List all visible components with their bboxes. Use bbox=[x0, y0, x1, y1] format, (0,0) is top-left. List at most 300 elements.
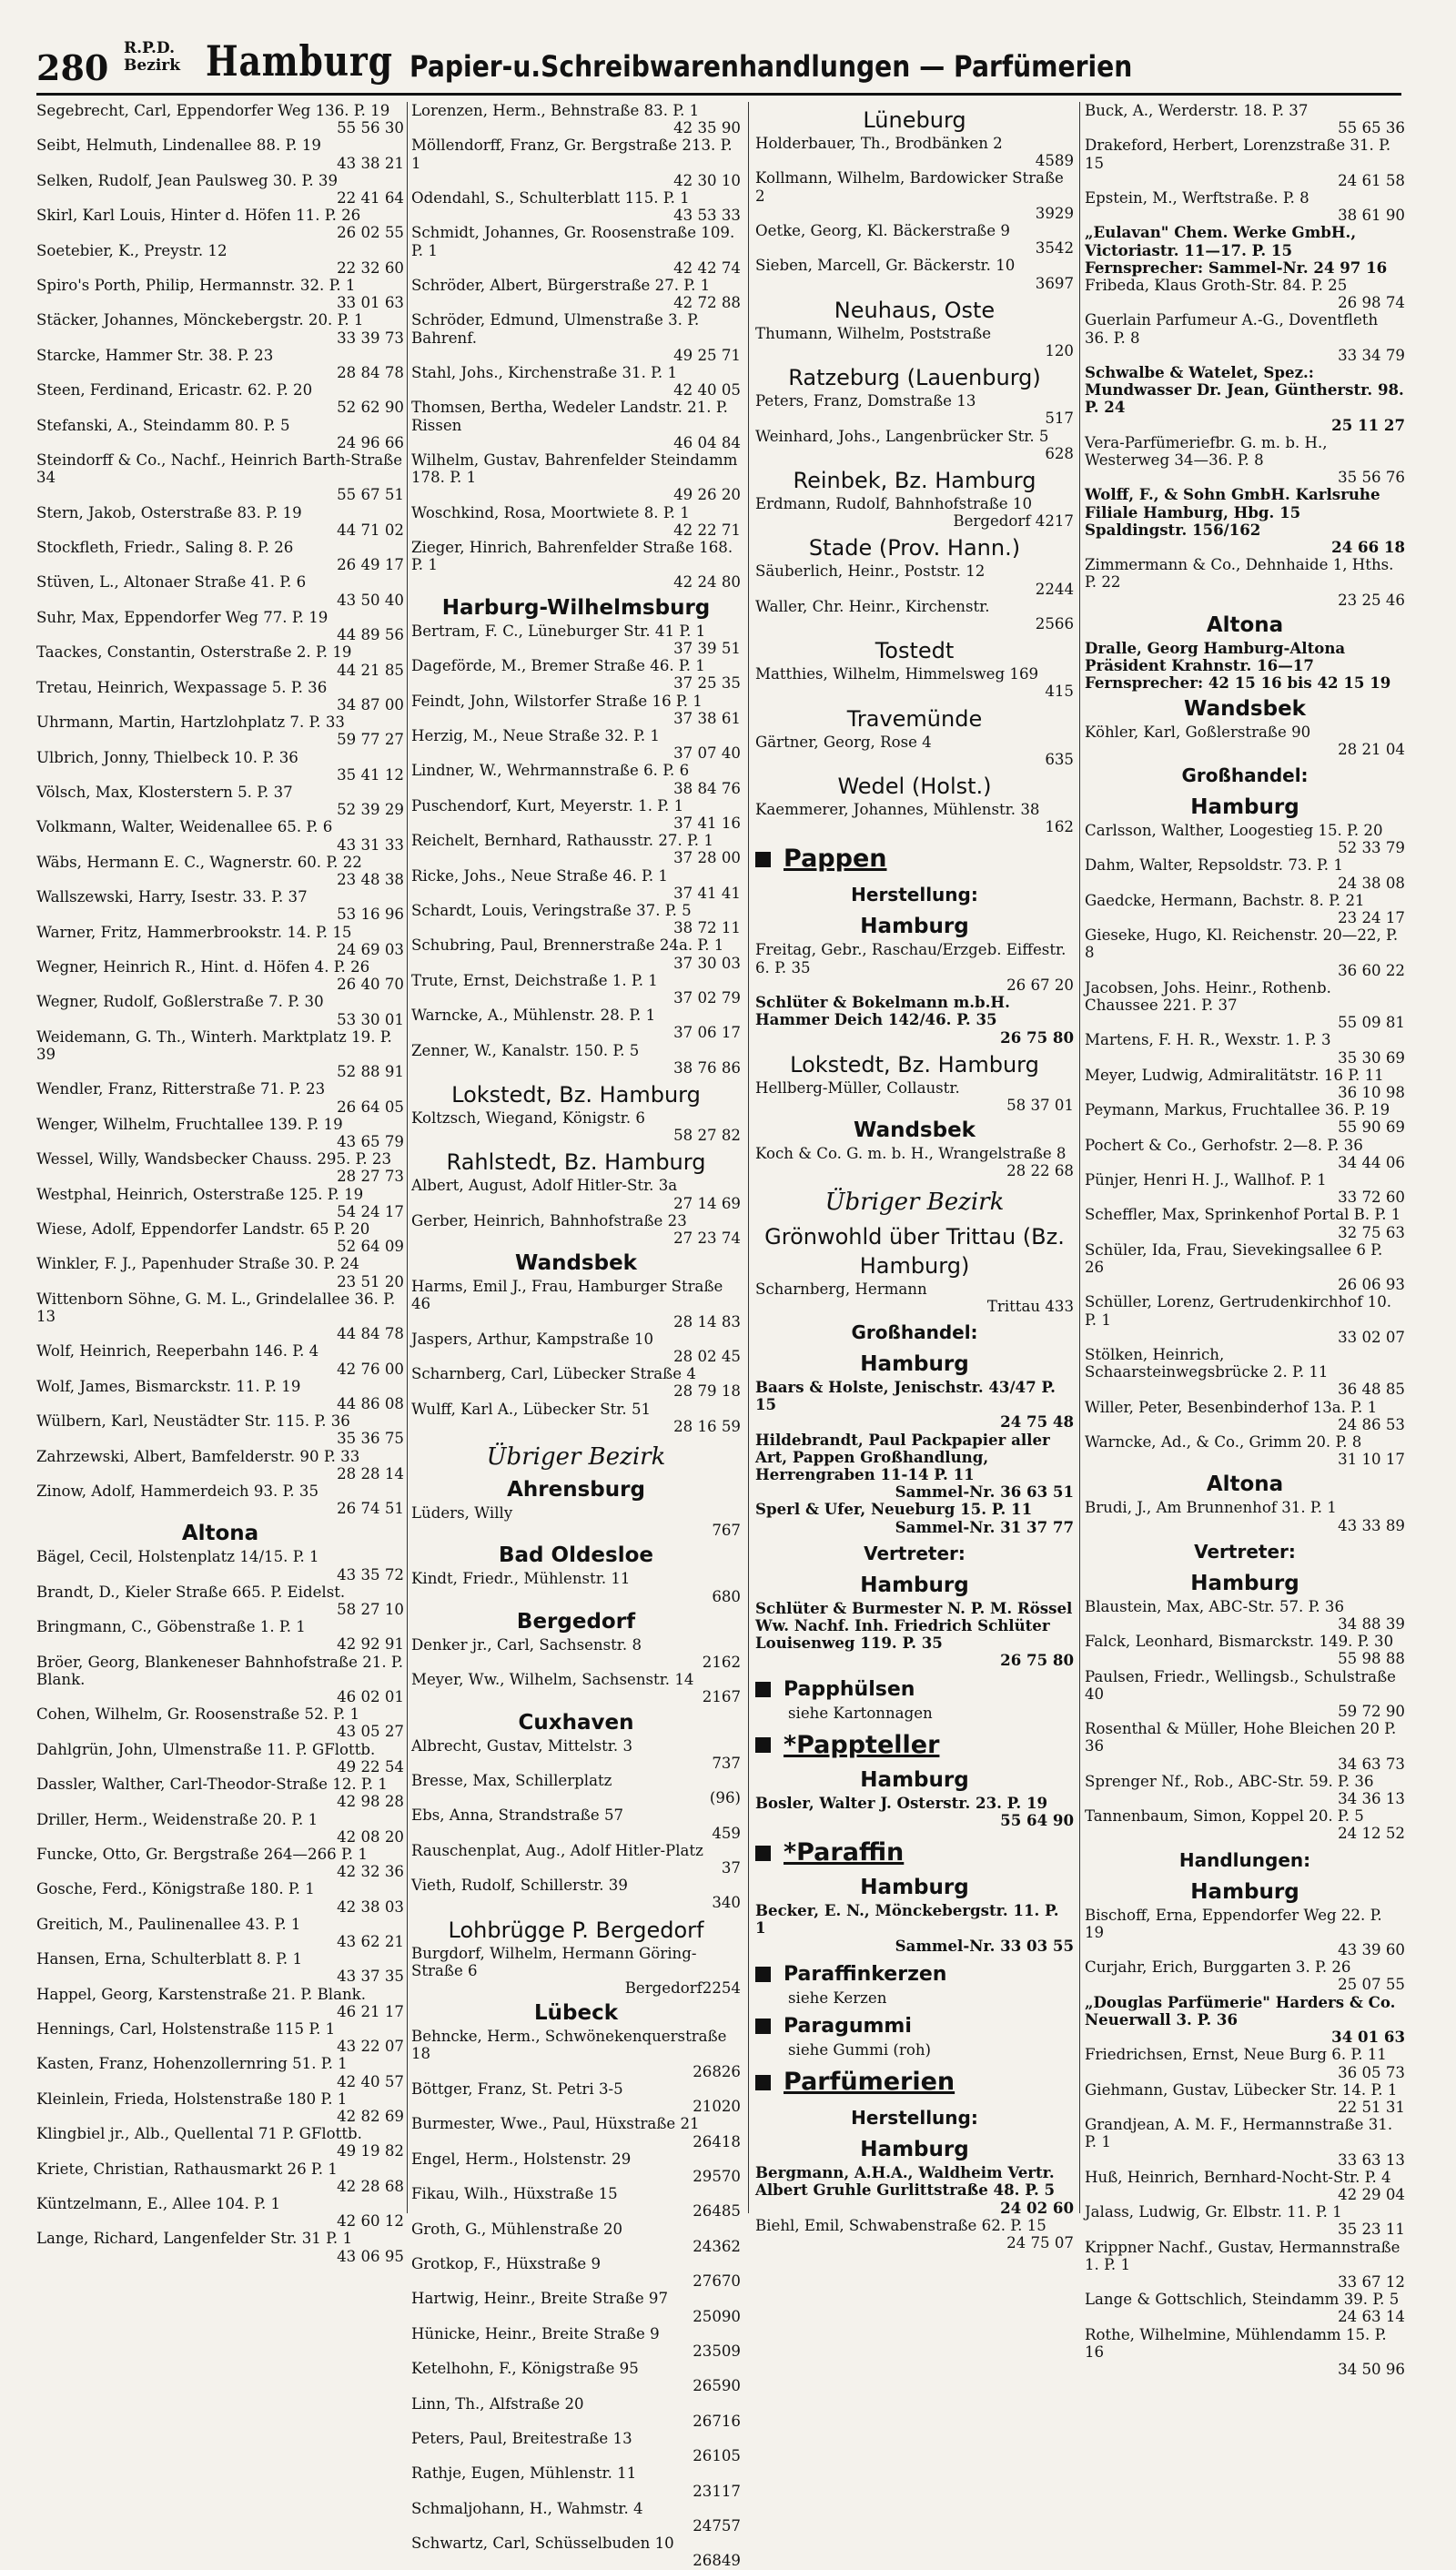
phone-number: 26 06 93 bbox=[1338, 1276, 1405, 1294]
phone-number: 28 28 14 bbox=[337, 1464, 404, 1482]
phone-number: 59 72 90 bbox=[1338, 1703, 1405, 1721]
directory-entry bbox=[411, 2325, 741, 2360]
phone-number: 37 02 79 bbox=[673, 988, 741, 1007]
directory-entry bbox=[36, 1342, 404, 1377]
category-heading-papphuelsen bbox=[755, 1675, 1074, 1705]
phone-number: 737 bbox=[712, 1754, 741, 1772]
directory-entry bbox=[1085, 311, 1405, 364]
directory-entry bbox=[36, 1150, 404, 1185]
section-heading-hamburg: Hamburg bbox=[860, 1876, 969, 1900]
entry-text: Stahl, Johs., Kirchenstraße 31. P. 1 bbox=[411, 364, 678, 382]
directory-entry bbox=[411, 2185, 741, 2220]
entry-text: Taackes, Constantin, Osterstraße 2. P. 19 bbox=[36, 643, 352, 662]
phone-number: 52 39 29 bbox=[337, 801, 404, 819]
directory-entry bbox=[36, 888, 404, 923]
entry-text: Volkmann, Walter, Weidenallee 65. P. 6 bbox=[36, 818, 333, 836]
entry-text: Hennings, Carl, Holstenstraße 115 P. 1 bbox=[36, 2019, 336, 2038]
directory-entry bbox=[1085, 1433, 1405, 1468]
entry-list bbox=[1085, 1907, 1405, 2378]
phone-number: 42 98 28 bbox=[337, 1793, 404, 1811]
directory-entry bbox=[411, 902, 741, 936]
category-label: Papphülsen bbox=[784, 1677, 915, 1701]
phone-number: 22 41 64 bbox=[337, 189, 404, 207]
entry-list bbox=[755, 2164, 1074, 2251]
directory-entry bbox=[411, 102, 741, 137]
directory-entry bbox=[1085, 2046, 1405, 2080]
column-divider bbox=[748, 102, 749, 2213]
phone-number: 33 02 07 bbox=[1338, 1328, 1405, 1346]
section-heading-altona: Altona bbox=[1206, 612, 1284, 637]
phone-number: 27670 bbox=[693, 2272, 741, 2291]
entry-list bbox=[755, 562, 1074, 632]
directory-entry bbox=[36, 1811, 404, 1846]
district-label-line2: Bezirk bbox=[124, 56, 181, 75]
directory-entry bbox=[36, 2230, 404, 2264]
directory-entry bbox=[411, 1401, 741, 1435]
entry-text: Wäbs, Hermann E. C., Wagnerstr. 60. P. 22 bbox=[36, 853, 362, 871]
directory-entry bbox=[36, 1776, 404, 1810]
phone-number: 42 22 71 bbox=[673, 521, 741, 539]
entry-text: Stäcker, Johannes, Mönckebergstr. 20. P. 1 bbox=[36, 311, 364, 329]
phone-number: 37 bbox=[721, 1859, 741, 1877]
entry-text: Curjahr, Erich, Burggarten 3. P. 26 bbox=[1085, 1958, 1351, 1977]
directory-entry bbox=[411, 2150, 741, 2185]
directory-entry bbox=[1085, 979, 1405, 1032]
phone-number: 25090 bbox=[693, 2307, 741, 2325]
directory-entry bbox=[36, 2195, 404, 2230]
directory-entry bbox=[36, 539, 404, 573]
directory-entry bbox=[411, 277, 741, 311]
directory-entry bbox=[36, 451, 404, 504]
column-divider bbox=[407, 102, 408, 2213]
phone-number: 33 01 63 bbox=[337, 294, 404, 312]
phone-number: 36 10 98 bbox=[1338, 1083, 1405, 1101]
section-heading-wandsbek: Wandsbek bbox=[854, 1118, 976, 1143]
directory-entry bbox=[1085, 364, 1405, 434]
entry-text: Schmaljohann, H., Wahmstr. 4 bbox=[411, 2499, 643, 2517]
phone-number: 680 bbox=[712, 1587, 741, 1605]
directory-entry bbox=[36, 1916, 404, 1950]
section-heading-lokstedt: Lokstedt, Bz. Hamburg bbox=[451, 1081, 701, 1108]
entry-text: Klingbiel jr., Alb., Quellental 71 P. GFlottb. bbox=[36, 2125, 362, 2143]
phone-number: 34 87 00 bbox=[337, 695, 404, 713]
entry-text: Cohen, Wilhelm, Gr. Roosenstraße 52. P. 1 bbox=[36, 1705, 360, 1724]
cross-reference: siehe Kartonnagen bbox=[788, 1704, 933, 1722]
entry-text: Ketelhohn, F., Königstraße 95 bbox=[411, 2360, 639, 2378]
phone-number: 23 51 20 bbox=[337, 1272, 404, 1290]
phone-number: 53 16 96 bbox=[337, 906, 404, 924]
entry-text: Wolf, James, Bismarckstr. 11. P. 19 bbox=[36, 1377, 301, 1395]
phone-number: 52 88 91 bbox=[337, 1063, 404, 1081]
phone-number: 120 bbox=[1045, 342, 1074, 360]
entry-text: Zieger, Hinrich, Bahrenfelder Straße 168. P. 1 bbox=[411, 539, 733, 574]
phone-number: 37 41 16 bbox=[673, 814, 741, 832]
entry-text: Kollmann, Wilhelm, Bardowicker Straße 2 bbox=[755, 169, 1064, 205]
entry-text: Bischoff, Erna, Eppendorfer Weg 22. P. 19 bbox=[1085, 1906, 1382, 1941]
directory-entry bbox=[1085, 102, 1405, 137]
directory-entry bbox=[36, 2020, 404, 2055]
entry-text: Matthies, Wilhelm, Himmelsweg 169 bbox=[755, 665, 1039, 683]
directory-entry bbox=[411, 2464, 741, 2499]
phone-number: 43 22 07 bbox=[337, 2038, 404, 2056]
phone-number: 28 22 68 bbox=[1006, 1162, 1074, 1180]
phone-number: 767 bbox=[712, 1522, 741, 1540]
entry-text: Hildebrandt, Paul Packpapier aller Art, Pappen Großhandlung, Herrengraben 11-14 P. 11 bbox=[755, 1430, 1050, 1483]
entry-text: Seibt, Helmuth, Lindenallee 88. P. 19 bbox=[36, 137, 321, 155]
phone-number: 34 88 39 bbox=[1338, 1615, 1405, 1634]
entry-text: Hünicke, Heinr., Breite Straße 9 bbox=[411, 2324, 660, 2342]
entry-text: Spiro's Porth, Philip, Hermannstr. 32. P. 1 bbox=[36, 277, 356, 295]
header-rule bbox=[36, 93, 1401, 96]
entry-list bbox=[411, 1737, 741, 1912]
city-name: Hamburg bbox=[206, 36, 393, 86]
entry-text: Bresse, Max, Schillerplatz bbox=[411, 1772, 612, 1790]
entry-text: Peymann, Markus, Fruchtallee 36. P. 19 bbox=[1085, 1101, 1390, 1119]
directory-entry bbox=[1085, 1994, 1405, 2047]
entry-text: Dralle, Georg Hamburg-Altona Präsident Krahnstr. 16—17 Fernsprecher: 42 15 16 bis 42 15 19 bbox=[1085, 638, 1391, 693]
entry-text: „Douglas Parfümerie" Harders & Co. Neuerwall 3. P. 36 bbox=[1085, 1992, 1396, 2029]
entry-text: Rauschenplat, Aug., Adolf Hitler-Platz bbox=[411, 1841, 703, 1859]
entry-text: Kasten, Franz, Hohenzollernring 51. P. 1 bbox=[36, 2055, 348, 2073]
directory-entry bbox=[36, 1028, 404, 1081]
directory-entry bbox=[1085, 189, 1405, 224]
phone-number: 54 24 17 bbox=[337, 1202, 404, 1220]
entry-text: Soetebier, K., Preystr. 12 bbox=[36, 241, 228, 259]
phone-number: 55 98 88 bbox=[1338, 1650, 1405, 1668]
section-heading-bergedorf: Bergedorf bbox=[516, 1609, 636, 1634]
phone-number: 33 63 13 bbox=[1338, 2150, 1405, 2169]
phone-number: 36 60 22 bbox=[1338, 961, 1405, 979]
entry-text: Wenger, Wilhelm, Fruchtallee 139. P. 19 bbox=[36, 1115, 343, 1133]
entry-list bbox=[755, 135, 1074, 292]
phone-number: 21020 bbox=[693, 2098, 741, 2116]
phone-number: 26 75 80 bbox=[1000, 1027, 1074, 1047]
section-heading-hamburg: Hamburg bbox=[860, 1573, 969, 1597]
phone-number: Sammel-Nr. 31 37 77 bbox=[895, 1517, 1074, 1536]
section-heading-hamburg: Hamburg bbox=[1190, 1879, 1299, 1904]
entry-text: Kaemmerer, Johannes, Mühlenstr. 38 bbox=[755, 801, 1040, 819]
directory-entry bbox=[411, 224, 741, 277]
entry-text: Schmidt, Johannes, Gr. Roosenstraße 109. P. 1 bbox=[411, 224, 735, 259]
phone-number: 55 56 30 bbox=[337, 119, 404, 137]
category-label: Paraffinkerzen bbox=[784, 1962, 947, 1986]
phone-number: 25 07 55 bbox=[1338, 1976, 1405, 1994]
directory-entry bbox=[411, 1278, 741, 1331]
directory-entry bbox=[36, 1583, 404, 1618]
entry-text: Blaustein, Max, ABC-Str. 57. P. 36 bbox=[1085, 1597, 1345, 1615]
directory-entry bbox=[36, 1846, 404, 1880]
entry-text: Gärtner, Georg, Rose 4 bbox=[755, 733, 932, 751]
phone-number: 26 98 74 bbox=[1338, 294, 1405, 312]
entry-text: Gosche, Ferd., Königstraße 180. P. 1 bbox=[36, 1880, 315, 1898]
directory-entry bbox=[36, 1412, 404, 1447]
section-heading-ratzeburg: Ratzeburg (Lauenburg) bbox=[788, 365, 1041, 391]
directory-entry bbox=[1085, 1293, 1405, 1346]
entry-text: Guerlain Parfumeur A.-G., Doventfleth 36. P. 8 bbox=[1085, 311, 1379, 347]
entry-text: Behncke, Herm., Schwönekenquerstraße 18 bbox=[411, 2028, 727, 2063]
phone-number: 34 63 73 bbox=[1338, 1755, 1405, 1773]
entry-text: Tretau, Heinrich, Wexpassage 5. P. 36 bbox=[36, 678, 328, 696]
directory-entry bbox=[1085, 1633, 1405, 1667]
phone-number: 26826 bbox=[693, 2062, 741, 2080]
phone-number: 35 23 11 bbox=[1338, 2221, 1405, 2239]
directory-entry bbox=[411, 972, 741, 1007]
phone-number: 34 50 96 bbox=[1338, 2360, 1405, 2378]
directory-entry bbox=[755, 2164, 1074, 2217]
phone-number: 24362 bbox=[693, 2237, 741, 2255]
entry-text: Fikau, Wilh., Hüxstraße 15 bbox=[411, 2185, 618, 2203]
phone-number: 3542 bbox=[1035, 239, 1074, 258]
column-1 bbox=[36, 102, 404, 2265]
directory-entry bbox=[411, 1877, 741, 1911]
section-heading-altona: Altona bbox=[1206, 1472, 1284, 1497]
phone-number: 37 38 61 bbox=[673, 709, 741, 727]
entry-text: Rosenthal & Müller, Hohe Bleichen 20 P. 36 bbox=[1085, 1720, 1397, 1755]
directory-entry bbox=[1085, 1346, 1405, 1399]
phone-number: 26 02 55 bbox=[337, 224, 404, 242]
phone-number: 28 14 83 bbox=[673, 1312, 741, 1331]
category-heading-pappteller bbox=[755, 1727, 1074, 1764]
phone-number: 37 41 41 bbox=[673, 884, 741, 902]
phone-number: 24 12 52 bbox=[1338, 1825, 1405, 1843]
directory-entry bbox=[755, 1432, 1074, 1502]
section-heading-hamburg: Hamburg bbox=[1190, 1571, 1299, 1595]
phone-number: 43 50 40 bbox=[337, 591, 404, 609]
phone-number: 49 25 71 bbox=[673, 346, 741, 364]
entry-list bbox=[755, 1902, 1074, 1955]
entry-list bbox=[755, 392, 1074, 462]
directory-entry bbox=[411, 1806, 741, 1841]
section-heading-hamburg: Hamburg bbox=[860, 2138, 969, 2162]
phone-number: 24 02 60 bbox=[1000, 2198, 1074, 2217]
phone-number: 42 30 10 bbox=[673, 171, 741, 189]
entry-text: Rothe, Wilhelmine, Mühlendamm 15. P. 16 bbox=[1085, 2325, 1387, 2361]
directory-entry bbox=[36, 1290, 404, 1343]
directory-entry bbox=[36, 1705, 404, 1740]
directory-entry bbox=[411, 2255, 741, 2290]
entry-text: Martens, F. H. R., Wexstr. 1. P. 3 bbox=[1085, 1031, 1331, 1049]
entry-text: Scharnberg, Carl, Lübecker Straße 4 bbox=[411, 1365, 696, 1383]
phone-number: 55 64 90 bbox=[1000, 1810, 1074, 1829]
directory-entry bbox=[411, 399, 741, 451]
directory-entry bbox=[36, 242, 404, 277]
category-marker bbox=[755, 2019, 771, 2034]
phone-number: 44 71 02 bbox=[337, 521, 404, 539]
entry-text: Wilhelm, Gustav, Bahrenfelder Steindamm 178. P. 1 bbox=[411, 451, 738, 487]
subheading-vertreter: Vertreter: bbox=[864, 1542, 966, 1564]
phone-number: 24 38 08 bbox=[1338, 874, 1405, 892]
phone-number: 23 48 38 bbox=[337, 870, 404, 888]
entry-text: Winkler, F. J., Papenhuder Straße 30. P. 24 bbox=[36, 1255, 359, 1273]
directory-entry bbox=[411, 1177, 741, 1211]
entry-list bbox=[411, 1177, 741, 1247]
directory-entry bbox=[1085, 1907, 1405, 1959]
section-heading-harburg: Harburg-Wilhelmsburg bbox=[441, 595, 711, 620]
phone-number: 24 69 03 bbox=[337, 940, 404, 958]
phone-number: 24 66 18 bbox=[1331, 538, 1405, 557]
entry-text: Wittenborn Söhne, G. M. L., Grindelallee 36. P. 13 bbox=[36, 1290, 396, 1326]
entry-text: Peters, Franz, Domstraße 13 bbox=[755, 392, 976, 410]
phone-number: Trittau 433 bbox=[986, 1297, 1074, 1315]
entry-text: Grotkop, F., Hüxstraße 9 bbox=[411, 2254, 602, 2272]
phone-number: 43 65 79 bbox=[337, 1132, 404, 1150]
entry-text: Vera-Parfümeriefbr. G. m. b. H., Westerweg 34—36. P. 8 bbox=[1085, 433, 1328, 470]
phone-number: 33 67 12 bbox=[1338, 2272, 1405, 2291]
directory-entry bbox=[411, 1570, 741, 1604]
phone-number: 34 44 06 bbox=[1338, 1153, 1405, 1171]
phone-number: 43 39 60 bbox=[1338, 1941, 1405, 1959]
category-marker bbox=[755, 2075, 771, 2090]
entry-text: Wegner, Rudolf, Goßlerstraße 7. P. 30 bbox=[36, 993, 324, 1011]
directory-entry bbox=[411, 2290, 741, 2324]
entry-text: Lange, Richard, Langenfelder Str. 31 P. 1 bbox=[36, 2230, 353, 2248]
column-divider bbox=[1079, 102, 1080, 2213]
directory-entry bbox=[411, 2221, 741, 2255]
directory-entry bbox=[755, 257, 1074, 291]
entry-text: Happel, Georg, Karstenstraße 21. P. Blank. bbox=[36, 1985, 366, 2003]
directory-entry bbox=[411, 622, 741, 657]
directory-entry bbox=[1085, 892, 1405, 926]
phone-number: 33 72 60 bbox=[1338, 1189, 1405, 1207]
entry-text: Zenner, W., Kanalstr. 150. P. 5 bbox=[411, 1041, 640, 1059]
entry-text: Rathje, Eugen, Mühlenstr. 11 bbox=[411, 2464, 637, 2483]
section-heading-wandsbek: Wandsbek bbox=[1184, 696, 1306, 721]
category-label: Parfümerien bbox=[784, 2068, 956, 2097]
directory-entry bbox=[411, 1042, 741, 1077]
phone-number: 24757 bbox=[693, 2516, 741, 2535]
phone-number: 43 53 33 bbox=[673, 207, 741, 225]
phone-number: 628 bbox=[1045, 444, 1074, 462]
category-label: Paragummi bbox=[784, 2014, 912, 2038]
entry-list bbox=[1085, 102, 1405, 609]
section-heading-lueneburg: Lüneburg bbox=[863, 107, 966, 133]
entry-list bbox=[36, 102, 404, 1517]
phone-number: 28 16 59 bbox=[673, 1417, 741, 1435]
directory-entry bbox=[36, 1255, 404, 1290]
phone-number: 33 39 73 bbox=[337, 329, 404, 347]
entry-text: Lorenzen, Herm., Behnstraße 83. P. 1 bbox=[411, 102, 700, 119]
directory-entry bbox=[1085, 2169, 1405, 2203]
phone-number: 46 21 17 bbox=[337, 2002, 404, 2020]
page-title: Papier-u.Schreibwarenhandlungen — Parfümerien bbox=[410, 49, 1133, 84]
phone-number: 37 25 35 bbox=[673, 674, 741, 693]
entry-text: Völsch, Max, Klosterstern 5. P. 37 bbox=[36, 783, 293, 801]
phone-number: 58 37 01 bbox=[1006, 1096, 1074, 1114]
entry-text: Lindner, W., Wehrmannstraße 6. P. 6 bbox=[411, 762, 690, 780]
directory-entry bbox=[411, 539, 741, 592]
directory-entry bbox=[1085, 2116, 1405, 2169]
directory-entry bbox=[36, 784, 404, 818]
directory-entry bbox=[36, 504, 404, 539]
entry-text: Scharnberg, Hermann bbox=[755, 1280, 927, 1298]
phone-number: 24 96 66 bbox=[337, 433, 404, 451]
directory-entry bbox=[411, 137, 741, 189]
section-heading-wandsbek: Wandsbek bbox=[515, 1251, 637, 1276]
phone-number: 26 64 05 bbox=[337, 1098, 404, 1116]
entry-text: Greitich, M., Paulinenallee 43. P. 1 bbox=[36, 1915, 301, 1933]
section-heading-neuhaus: Neuhaus, Oste bbox=[834, 297, 996, 323]
phone-number: 43 37 35 bbox=[337, 1968, 404, 1986]
category-heading-paraffin bbox=[755, 1835, 1074, 1871]
entry-text: Gerber, Heinrich, Bahnhofstraße 23 bbox=[411, 1211, 687, 1229]
phone-number: 23117 bbox=[693, 2482, 741, 2500]
subheading-handlungen: Handlungen: bbox=[1178, 1848, 1311, 1871]
phone-number: 23 25 46 bbox=[1338, 591, 1405, 609]
directory-entry bbox=[36, 2160, 404, 2195]
category-label: *Paraffin bbox=[784, 1838, 905, 1867]
directory-entry bbox=[36, 1482, 404, 1517]
phone-number: 29570 bbox=[693, 2167, 741, 2185]
entry-text: Bergmann, A.H.A., Waldheim Vertr. Albert Gruhle Gurlittstraße 48. P. 5 bbox=[755, 2163, 1056, 2200]
entry-text: Gaedcke, Hermann, Bachstr. 8. P. 21 bbox=[1085, 891, 1365, 909]
entry-text: Wolf, Heinrich, Reeperbahn 146. P. 4 bbox=[36, 1342, 319, 1361]
subheading-herstellung: Herstellung: bbox=[851, 884, 978, 906]
phone-number: 38 61 90 bbox=[1338, 207, 1405, 225]
directory-entry bbox=[1085, 486, 1405, 556]
directory-entry bbox=[36, 573, 404, 608]
category-heading-paragummi bbox=[755, 2012, 1074, 2041]
phone-number: 24 63 14 bbox=[1338, 2308, 1405, 2326]
phone-number: 42 60 12 bbox=[337, 2212, 404, 2231]
category-marker bbox=[755, 1737, 771, 1753]
directory-entry bbox=[36, 1950, 404, 1985]
phone-number: 517 bbox=[1045, 410, 1074, 428]
directory-entry bbox=[755, 1795, 1074, 1829]
directory-entry bbox=[1085, 224, 1405, 277]
entry-text: Küntzelmann, E., Allee 104. P. 1 bbox=[36, 2194, 281, 2212]
phone-number: 42 76 00 bbox=[337, 1360, 404, 1378]
entry-text: Becker, E. N., Mönckebergstr. 11. P. 1 bbox=[755, 1901, 1059, 1938]
directory-entry bbox=[36, 609, 404, 643]
directory-entry bbox=[411, 1945, 741, 1998]
directory-entry bbox=[411, 657, 741, 692]
directory-entry bbox=[755, 562, 1074, 597]
directory-entry bbox=[36, 1186, 404, 1220]
directory-entry bbox=[1085, 1668, 1405, 1721]
entry-text: Epstein, M., Werftstraße. P. 8 bbox=[1085, 189, 1309, 207]
section-heading-reinbek: Reinbek, Bz. Hamburg bbox=[793, 468, 1036, 494]
directory-entry bbox=[1085, 723, 1405, 758]
entry-text: Hartwig, Heinr., Breite Straße 97 bbox=[411, 2290, 669, 2308]
phone-number: 31 10 17 bbox=[1338, 1451, 1405, 1469]
entry-text: Engel, Herm., Holstenstr. 29 bbox=[411, 2150, 632, 2168]
entry-list bbox=[755, 1379, 1074, 1536]
entry-text: Odendahl, S., Schulterblatt 115. P. 1 bbox=[411, 189, 690, 207]
directory-entry bbox=[36, 1116, 404, 1150]
entry-text: Warncke, A., Mühlenstr. 28. P. 1 bbox=[411, 1007, 656, 1025]
phone-number: 37 06 17 bbox=[673, 1024, 741, 1042]
entry-text: Schwalbe & Watelet, Spez.: Mundwasser Dr. Jean, Güntherstr. 98. P. 24 bbox=[1085, 363, 1404, 417]
directory-entry bbox=[1085, 277, 1405, 311]
category-heading-parfuemerien bbox=[755, 2064, 1074, 2100]
entry-text: Driller, Herm., Weidenstraße 20. P. 1 bbox=[36, 1810, 318, 1828]
directory-entry bbox=[1085, 856, 1405, 891]
category-marker bbox=[755, 1682, 771, 1697]
directory-entry bbox=[411, 2500, 741, 2535]
directory-entry bbox=[1085, 137, 1405, 189]
directory-entry bbox=[755, 1280, 1074, 1315]
category-marker bbox=[755, 1967, 771, 1982]
directory-entry bbox=[755, 392, 1074, 427]
directory-entry bbox=[755, 495, 1074, 530]
entry-text: Lüders, Willy bbox=[411, 1504, 513, 1523]
section-heading-hamburg: Hamburg bbox=[1190, 794, 1299, 819]
entry-text: Ulbrich, Jonny, Thielbeck 10. P. 36 bbox=[36, 748, 298, 766]
directory-entry bbox=[411, 311, 741, 364]
phone-number: 49 26 20 bbox=[673, 486, 741, 504]
phone-number: 43 31 33 bbox=[337, 835, 404, 854]
phone-number: 635 bbox=[1045, 750, 1074, 768]
